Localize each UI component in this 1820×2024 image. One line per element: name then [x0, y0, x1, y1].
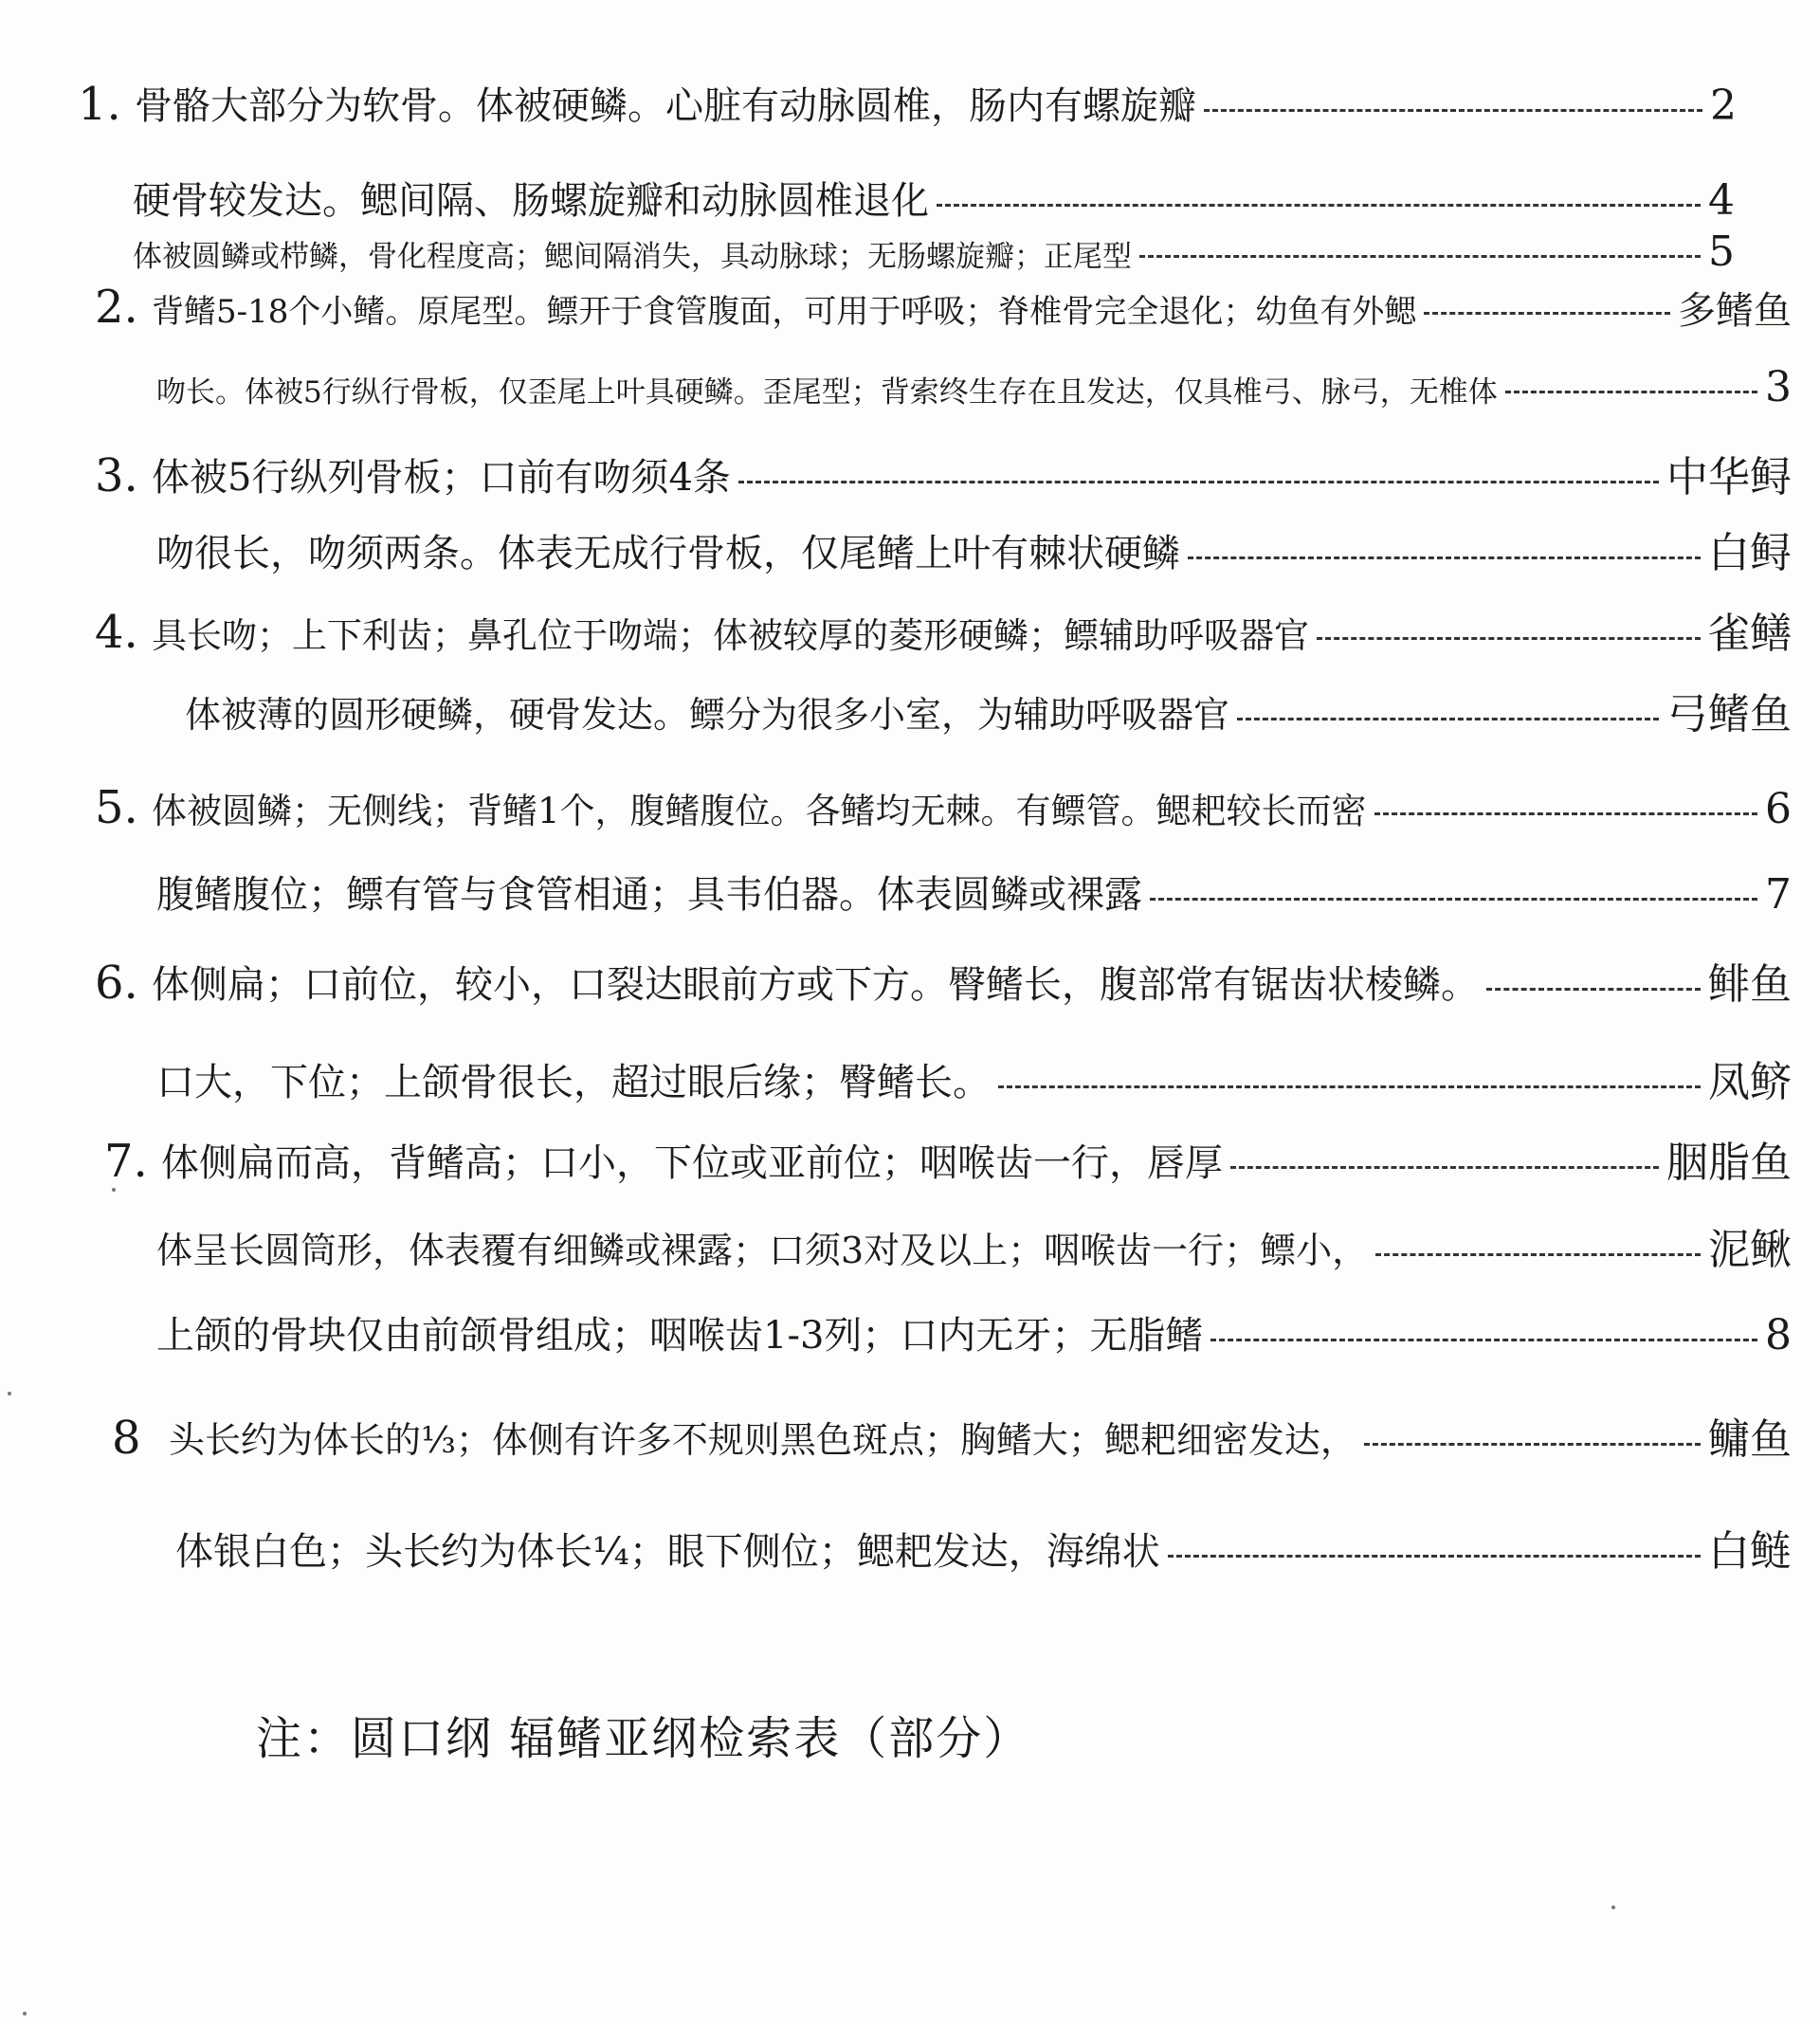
line-result: 鲱鱼	[1708, 959, 1792, 1009]
key-line-7b	[156, 1209, 1792, 1275]
key-line-6b	[156, 1041, 1792, 1107]
key-line-8	[112, 1398, 1792, 1465]
line-number: 1.	[78, 78, 121, 131]
line-text: 吻长。体被5行纵行骨板，仅歪尾上叶具硬鳞。歪尾型；背索终生存在且发达，仅具椎弓、脉弓，无椎体	[156, 374, 1498, 410]
line-result: 凤鲚	[1708, 1057, 1792, 1106]
key-line-1	[78, 64, 1737, 131]
line-text: 体侧扁而高，背鳍高；口小，下位或亚前位；咽喉齿一行，唇厚	[161, 1141, 1223, 1185]
dash-leader	[1375, 1253, 1701, 1256]
key-line-3	[95, 436, 1792, 502]
line-result: 8	[1765, 1310, 1792, 1359]
dash-leader	[1150, 898, 1757, 901]
line-text: 硬骨较发达。鳃间隔、肠螺旋瓣和动脉圆椎退化	[133, 179, 929, 223]
dash-leader	[1210, 1339, 1757, 1341]
dash-leader	[1237, 718, 1659, 720]
line-result: 多鳍鱼	[1678, 289, 1792, 333]
line-result: 4	[1708, 175, 1735, 225]
line-result: 2	[1710, 81, 1737, 130]
line-text: 体银白色；头长约为体长¼；眼下侧位；鳃耙发达，海绵状	[175, 1530, 1160, 1574]
line-result: 弓鳍鱼	[1666, 689, 1792, 738]
line-text: 背鳍5-18个小鳍。原尾型。鳔开于食管腹面，可用于呼吸；脊椎骨完全退化；幼鱼有外鳃	[152, 293, 1417, 332]
line-text: 体呈长圆筒形，体表覆有细鳞或裸露；口须3对及以上；咽喉齿一行；鳔小，	[156, 1230, 1369, 1272]
line-result: 胭脂鱼	[1666, 1138, 1792, 1187]
dash-leader	[1317, 637, 1701, 640]
dash-leader	[1139, 255, 1701, 258]
dash-leader	[738, 481, 1659, 483]
key-line-7	[104, 1121, 1792, 1188]
line-number: 2.	[95, 281, 138, 334]
line-result: 鳙鱼	[1708, 1414, 1792, 1464]
line-text: 体被圆鳞；无侧线；背鳍1个，腹鳍腹位。各鳍均无棘。有鳔管。鳃耙较长而密	[152, 790, 1367, 831]
paper-speck	[1611, 1905, 1615, 1909]
key-line-2b	[156, 346, 1792, 412]
paper-speck	[112, 1188, 116, 1192]
line-result: 泥鳅	[1708, 1225, 1792, 1274]
dash-leader	[1505, 391, 1757, 393]
dash-leader	[937, 204, 1701, 207]
paper-speck	[23, 2012, 27, 2015]
line-number: 8	[112, 1412, 141, 1465]
line-result: 3	[1765, 362, 1792, 411]
line-text: 上颌的骨块仅由前颌骨组成；咽喉齿1-3列；口内无牙；无脂鳍	[156, 1314, 1204, 1358]
line-text: 腹鳍腹位；鳔有管与食管相通；具韦伯器。体表圆鳞或裸露	[156, 873, 1142, 917]
line-result: 白鲟	[1708, 528, 1792, 577]
dash-leader	[1486, 988, 1701, 991]
line-text: 骨骼大部分为软骨。体被硬鳞。心脏有动脉圆椎，肠内有螺旋瓣	[135, 84, 1196, 128]
key-line-2	[95, 267, 1792, 334]
key-line-3b	[156, 512, 1792, 578]
line-text: 体被圆鳞或栉鳞，骨化程度高；鳃间隔消失，具动脉球；无肠螺旋瓣；正尾型	[133, 239, 1132, 274]
line-number: 4.	[95, 606, 138, 659]
dash-leader	[1374, 812, 1757, 815]
footnote: 注：圆口纲 辐鳍亚纲检索表（部分）	[256, 1712, 1031, 1765]
line-text: 体被薄的圆形硬鳞，硬骨发达。鳔分为很多小室，为辅助呼吸器官	[185, 694, 1230, 737]
dash-leader	[1204, 109, 1702, 112]
paper-speck	[8, 1392, 11, 1395]
line-text: 体被5行纵列骨板；口前有吻须4条	[152, 456, 731, 500]
line-result: 5	[1708, 227, 1735, 276]
line-number: 6.	[95, 957, 138, 1010]
line-number: 7.	[104, 1135, 148, 1188]
dash-leader	[998, 1085, 1701, 1088]
key-line-5	[95, 768, 1792, 834]
line-number: 5.	[95, 781, 138, 834]
dash-leader	[1168, 1555, 1701, 1558]
dash-leader	[1188, 556, 1701, 559]
line-number: 3.	[95, 449, 138, 502]
key-line-5b	[156, 853, 1792, 920]
key-line-4b	[185, 673, 1792, 739]
key-line-8b	[175, 1510, 1792, 1577]
line-result: 雀鳝	[1708, 609, 1792, 658]
key-line-4	[95, 593, 1792, 659]
key-line-6	[95, 943, 1792, 1010]
line-result: 中华鲟	[1666, 452, 1792, 501]
line-text: 具长吻；上下利齿；鼻孔位于吻端；体被较厚的菱形硬鳞；鳔辅助呼吸器官	[152, 614, 1309, 656]
line-result: 白鲢	[1708, 1526, 1792, 1576]
line-result: 7	[1765, 869, 1792, 919]
dash-leader	[1424, 312, 1670, 315]
dash-leader	[1230, 1166, 1659, 1169]
dash-leader	[1364, 1443, 1701, 1446]
line-result: 6	[1765, 784, 1792, 833]
line-text: 头长约为体长的⅓；体侧有许多不规则黑色斑点；胸鳍大；鳃耙细密发达，	[169, 1419, 1356, 1462]
line-text: 口大，下位；上颌骨很长，超过眼后缘；臀鳍长。	[156, 1061, 991, 1104]
key-line-7c	[156, 1294, 1792, 1360]
line-text: 吻很长，吻须两条。体表无成行骨板，仅尾鳍上叶有棘状硬鳞	[156, 532, 1180, 575]
line-text: 体侧扁；口前位，较小，口裂达眼前方或下方。臀鳍长，腹部常有锯齿状棱鳞。	[152, 963, 1479, 1007]
